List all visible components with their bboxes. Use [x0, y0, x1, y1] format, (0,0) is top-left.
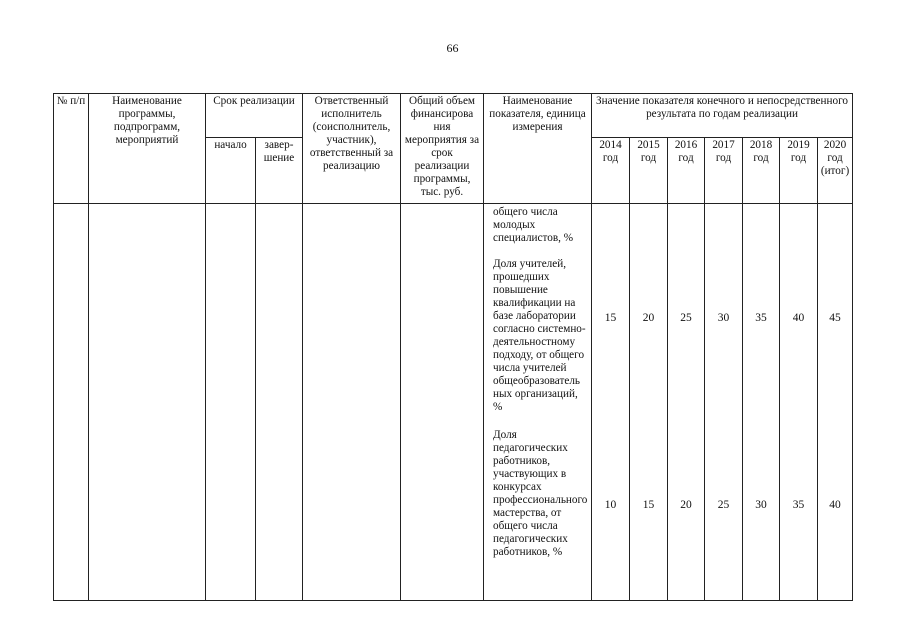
cell-financing: [401, 204, 484, 601]
page-number: 66: [446, 41, 459, 55]
indicator-value: 35: [755, 312, 767, 324]
indicator-value: 35: [792, 499, 805, 511]
header-row-1: [54, 94, 853, 138]
header-year-2019: 2019 год: [780, 138, 818, 204]
cell-year-2020: [818, 204, 853, 601]
header-year-2015: 2015 год: [630, 138, 668, 204]
header-year-2014: 2014 год: [592, 138, 630, 204]
indicator-text: Доля учителей, прошедших повышение квалификации на базе лаборатории согласно системно-деятельностному подходу, от общего числа учителей общеобразователь ных организаций, %: [493, 258, 586, 413]
indicator-value: 40: [829, 499, 841, 511]
indicator-value: 25: [717, 499, 730, 511]
header-year-2017: 2017 год: [705, 138, 743, 204]
header-values-group: Значение показателя конечного и непосредственного результата по годам реализации: [592, 94, 853, 138]
cell-year-2016: [668, 204, 705, 601]
cell-year-2014: [592, 204, 630, 601]
header-term: Срок реализации: [206, 94, 303, 138]
indicator-value: 45: [829, 312, 841, 324]
cell-year-2015: [630, 204, 668, 601]
header-term-start: начало: [206, 138, 256, 204]
table-row: [54, 204, 853, 601]
header-num: № п/п: [54, 94, 89, 204]
cell-num: [54, 204, 89, 601]
header-year-2016: 2016 год: [668, 138, 705, 204]
header-term-end: завер-шение: [256, 138, 303, 204]
indicators-table: [53, 93, 853, 601]
indicator-value: 20: [642, 312, 655, 324]
indicator-value: 40: [792, 312, 805, 324]
cell-year-2017: [705, 204, 743, 601]
header-executor: Ответственный исполнитель (соисполнитель, участник), ответственный за реализацию: [303, 94, 401, 204]
header-financing: Общий объем финансирова ния мероприятия за срок реализации программы, тыс. руб.: [401, 94, 484, 204]
indicator-value: 25: [680, 312, 692, 324]
indicator-value: 10: [604, 499, 617, 511]
cell-term-end: [256, 204, 303, 601]
cell-year-2019: [780, 204, 818, 601]
cell-executor: [303, 204, 401, 601]
cell-term-start: [206, 204, 256, 601]
header-program-name: Наименование программы, подпрограмм, мероприятий: [89, 94, 206, 204]
cell-year-2018: [743, 204, 780, 601]
cell-indicator-names: [484, 204, 592, 601]
cell-program-name: [89, 204, 206, 601]
header-year-2020: 2020 год (итог): [818, 138, 853, 204]
indicator-value: 30: [755, 499, 767, 511]
header-indicator-name: Наименование показателя, единица измерения: [484, 94, 592, 204]
indicator-text: Доля педагогических работников, участвующих в конкурсах профессионального мастерства, от общего числа педагогических работников, %: [493, 429, 588, 558]
indicator-value: 30: [717, 312, 730, 324]
indicator-value: 15: [642, 499, 655, 511]
indicator-value: 15: [604, 312, 617, 324]
indicator-value: 20: [680, 499, 692, 511]
indicator-text: общего числа молодых специалистов, %: [493, 206, 574, 244]
header-year-2018: 2018 год: [743, 138, 780, 204]
